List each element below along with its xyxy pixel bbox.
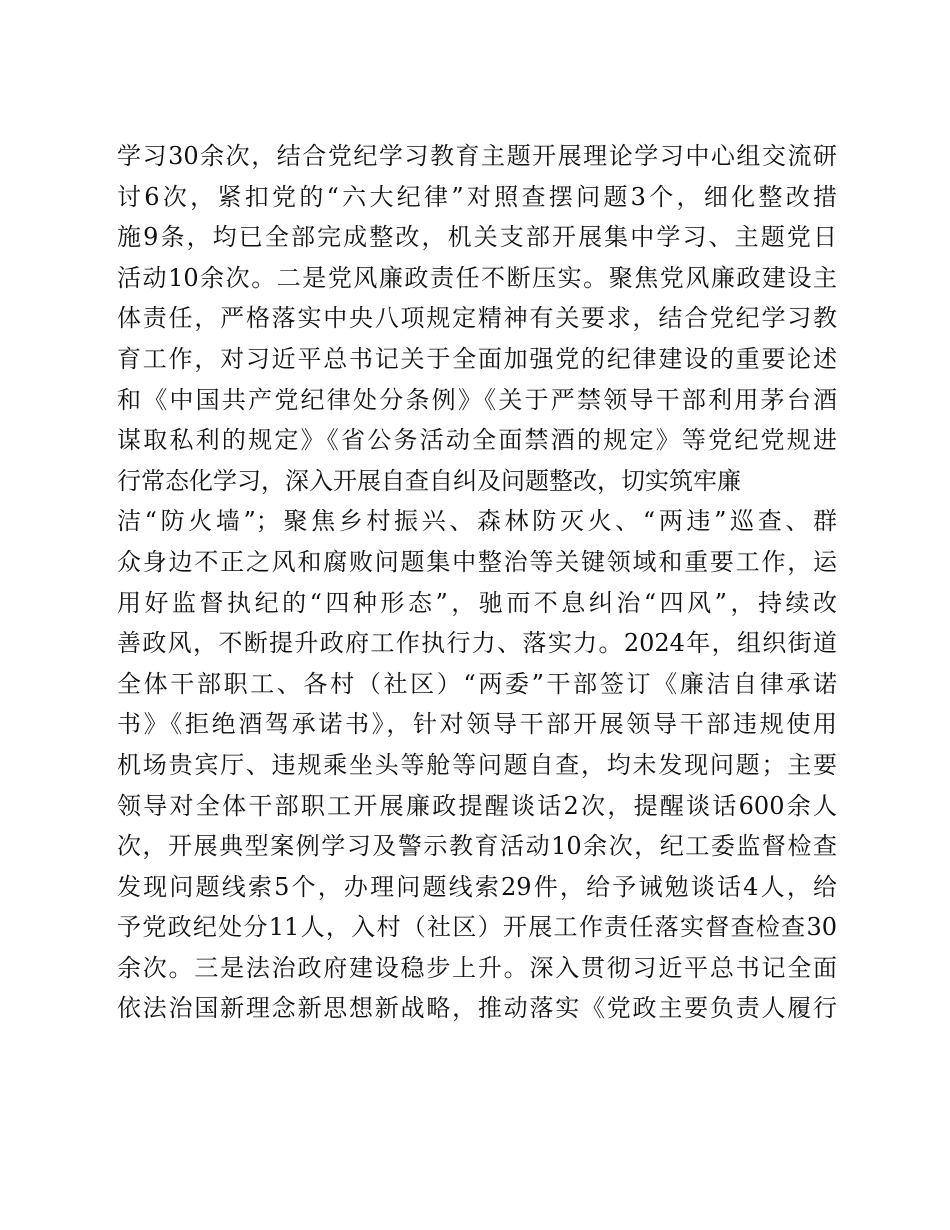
text-line: 洁“防火墙”；聚焦乡村振兴、森林防灭火、“两违”巡查、群 (117, 507, 837, 536)
text-line: 学习30余次，结合党纪学习教育主题开展理论学习中心组交流研 (117, 142, 837, 170)
text-line: 和《中国共产党纪律处分条例》《关于严禁领导干部利用茅台酒 (117, 385, 837, 414)
text-line: 体责任，严格落实中央八项规定精神有关要求，结合党纪学习教 (117, 304, 837, 333)
text-line: 次，开展典型案例学习及警示教育活动10余次，纪工委监督检查 (117, 832, 837, 861)
text-line: 众身边不正之风和腐败问题集中整治等关键领域和重要工作，运 (117, 547, 837, 576)
text-line: 发现问题线索5个，办理问题线索29件，给予诫勉谈话4人，给 (117, 872, 837, 901)
text-line: 书》《拒绝酒驾承诺书》，针对领导干部开展领导干部违规使用 (117, 710, 837, 739)
text-line: 领导对全体干部职工开展廉政提醒谈话2次，提醒谈话600余人 (117, 791, 837, 820)
text-line: 机场贵宾厅、违规乘坐头等舱等问题自查，均未发现问题；主要 (117, 750, 837, 779)
text-line: 施9条，均已全部完成整改，机关支部开展集中学习、主题党日 (117, 223, 837, 252)
text-line: 谋取私利的规定》《省公务活动全面禁酒的规定》等党纪党规进 (117, 426, 837, 455)
text-line: 依法治国新理念新思想新战略，推动落实《党政主要负责人履行 (117, 994, 837, 1023)
text-line: 全体干部职工、各村（社区）“两委”干部签订《廉洁自律承诺 (117, 669, 837, 698)
text-line: 活动10余次。二是党风廉政责任不断压实。聚焦党风廉政建设主 (117, 263, 837, 292)
text-line: 行常态化学习，深入开展自查自纠及问题整改，切实筑牢廉 (117, 466, 741, 495)
text-line: 育工作，对习近平总书记关于全面加强党的纪律建设的重要论述 (117, 344, 837, 373)
body-text (117, 136, 837, 1029)
text-line: 予党政纪处分11人，入村（社区）开展工作责任落实督查检查30 (117, 913, 837, 942)
text-line: 讨6次，紧扣党的“六大纪律”对照查摆问题3个，细化整改措 (117, 182, 837, 211)
text-line: 余次。三是法治政府建设稳步上升。深入贯彻习近平总书记全面 (117, 953, 837, 982)
text-line: 善政风，不断提升政府工作执行力、落实力。2024年，组织街道 (117, 629, 837, 658)
text-line: 用好监督执纪的“四种形态”，驰而不息纠治“四风”，持续改 (117, 588, 837, 617)
